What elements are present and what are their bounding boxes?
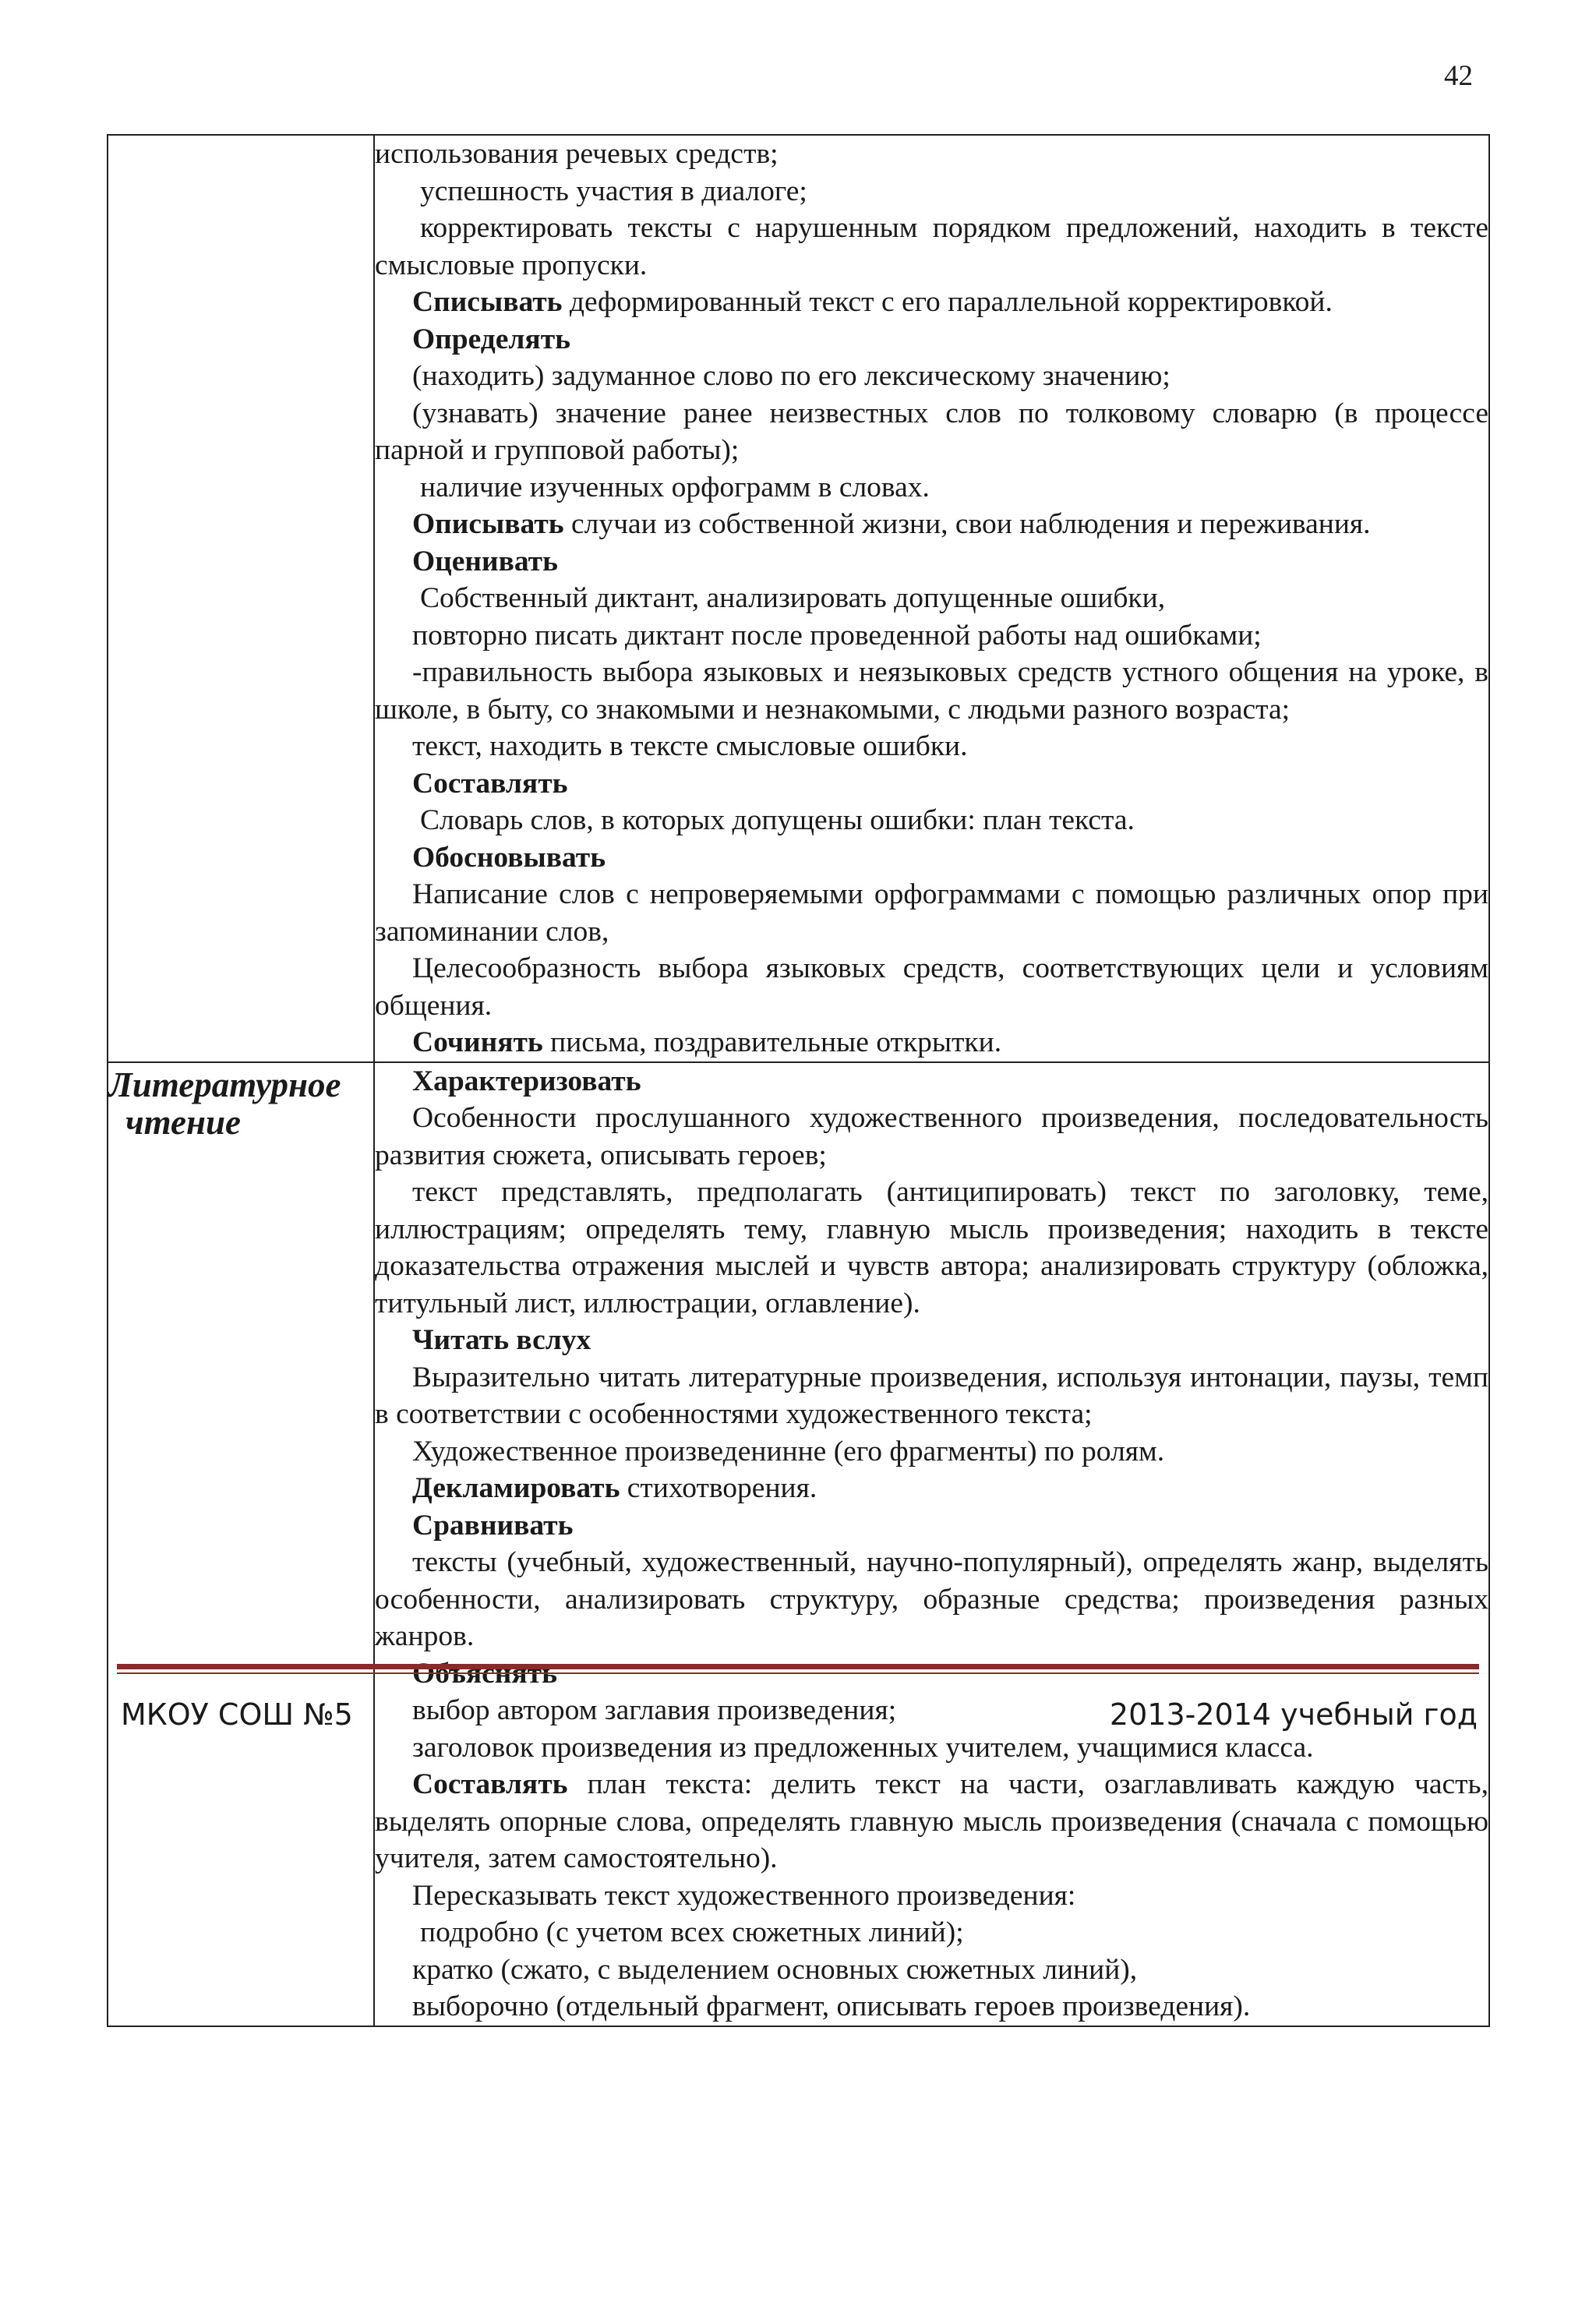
- subject-cell: [108, 1062, 374, 2026]
- page-number: 42: [1444, 60, 1473, 92]
- content-paragraph: [375, 284, 1488, 321]
- subject-cell: [108, 135, 374, 1062]
- paragraph-text: Собственный диктант, анализировать допущенные ошибки,: [420, 582, 1166, 614]
- paragraph-text: наличие изученных орфограмм в словах.: [420, 471, 930, 503]
- paragraph-text: Целесообразность выбора языковых средств, соответствующих цели и условиям общения.: [375, 952, 1488, 1022]
- paragraph-text: текст представлять, предполагать (антиципировать) текст по заголовку, теме, иллюстрациям; определять тему, главную мысль произведения; находить в тексте доказательства отражения мыслей и чувств автора; анализировать структуру (обложка, титульный лист, иллюстрации, оглавление).: [375, 1176, 1488, 1319]
- content-paragraph: [375, 395, 1488, 469]
- footer-year: 2013-2014 учебный год: [1109, 1697, 1478, 1732]
- content-paragraph: [375, 136, 1488, 173]
- paragraph-text: текст, находить в тексте смысловые ошибки.: [412, 730, 968, 762]
- paragraph-text: -правильность выбора языковых и неязыковых средств устного общения на уроке, в школе, в быту, со знакомыми и незнакомыми, с людьми разного возраста;: [375, 656, 1488, 726]
- action-verb: Списывать: [412, 286, 563, 318]
- action-verb: Сочинять: [412, 1026, 543, 1058]
- content-paragraph: [375, 358, 1488, 395]
- paragraph-text: использования речевых средств;: [375, 138, 779, 170]
- table-row: [108, 1062, 1489, 2026]
- content-paragraph: [375, 506, 1488, 543]
- action-verb: Характеризовать: [412, 1065, 641, 1097]
- paragraph-text: кратко (сжато, с выделением основных сюжетных линий),: [412, 1953, 1138, 1986]
- paragraph-text: Пересказывать текст художественного произведения:: [412, 1879, 1076, 1912]
- content-paragraph: [375, 950, 1488, 1024]
- content-paragraph: [375, 1877, 1488, 1915]
- paragraph-text: Словарь слов, в которых допущены ошибки: план текста.: [420, 804, 1135, 836]
- paragraph-text: Написание слов с непроверяемыми орфограммами с помощью различных опор при запоминании слов,: [375, 878, 1488, 948]
- content-paragraph: [375, 469, 1488, 507]
- content-paragraph: [375, 1914, 1488, 1951]
- subject-title-line2: чтение: [125, 1102, 241, 1142]
- curriculum-table: [107, 134, 1490, 2027]
- content-paragraph: [375, 654, 1488, 728]
- content-paragraph: [375, 1024, 1488, 1061]
- action-verb: Обосновывать: [412, 841, 606, 874]
- paragraph-text: выборочно (отдельный фрагмент, описывать героев произведения).: [412, 1990, 1251, 2022]
- paragraph-text: тексты (учебный, художественный, научно-популярный), определять жанр, выделять особенности, анализировать структуру, образные средства; произведения разных жанров.: [375, 1546, 1488, 1652]
- paragraph-text: план текста: делить текст на части, озаглавливать каждую часть, выделять опорные слова, определять главную мысль произведения (сначала с помощью учителя, затем самостоятельно).: [375, 1768, 1488, 1874]
- paragraph-text: выбор автором заглавия произведения;: [412, 1694, 897, 1726]
- content-paragraph: [375, 1951, 1488, 1989]
- content-paragraph: [375, 728, 1488, 765]
- content-paragraph: [375, 802, 1488, 839]
- paragraph-text: (находить) задуманное слово по его лексическому значению;: [412, 360, 1171, 392]
- content-paragraph: [375, 1507, 1488, 1545]
- paragraph-text: деформированный текст с его параллельной корректировкой.: [562, 286, 1333, 318]
- content-paragraph: [375, 1063, 1488, 1100]
- footer-school: МКОУ СОШ №5: [121, 1697, 353, 1732]
- paragraph-text: письма, поздравительные открытки.: [542, 1026, 1002, 1058]
- table-row: [108, 135, 1489, 1062]
- action-verb: Описывать: [412, 508, 564, 540]
- paragraph-text: Художественное произведенинне (его фрагменты) по ролям.: [412, 1435, 1165, 1468]
- action-verb: Составлять: [412, 1768, 568, 1800]
- content-paragraph: [375, 1174, 1488, 1322]
- paragraph-text: случаи из собственной жизни, свои наблюдения и переживания.: [563, 508, 1371, 540]
- footer-rule-thick: [117, 1664, 1479, 1669]
- action-verb: Читать вслух: [412, 1324, 591, 1356]
- content-paragraph: [375, 580, 1488, 617]
- content-paragraph: [375, 1322, 1488, 1359]
- content-cell: [374, 135, 1489, 1062]
- content-paragraph: [375, 1433, 1488, 1471]
- content-paragraph: [375, 617, 1488, 655]
- paragraph-text: корректировать тексты с нарушенным порядком предложений, находить в тексте смысловые пропуски.: [375, 212, 1488, 281]
- content-paragraph: [375, 1729, 1488, 1767]
- paragraph-text: подробно (с учетом всех сюжетных линий);: [420, 1916, 964, 1948]
- action-verb: Сравнивать: [412, 1509, 574, 1542]
- content-cell: [374, 1062, 1489, 2026]
- content-paragraph: [375, 321, 1488, 358]
- action-verb: Составлять: [412, 767, 568, 800]
- content-paragraph: [375, 839, 1488, 877]
- content-paragraph: [375, 543, 1488, 581]
- content-paragraph: [375, 1470, 1488, 1507]
- content-paragraph: [375, 1359, 1488, 1433]
- action-verb: Определять: [412, 323, 570, 355]
- action-verb: Оценивать: [412, 545, 558, 577]
- paragraph-text: Особенности прослушанного художественного произведения, последовательность развития сюжета, описывать героев;: [375, 1102, 1488, 1171]
- action-verb: Декламировать: [412, 1472, 620, 1504]
- paragraph-text: стихотворения.: [620, 1472, 817, 1504]
- paragraph-text: (узнавать) значение ранее неизвестных слов по толковому словарю (в процессе парной и групповой работы);: [375, 397, 1488, 466]
- content-paragraph: [375, 1988, 1488, 2026]
- content-paragraph: [375, 876, 1488, 950]
- content-paragraph: [375, 1544, 1488, 1655]
- content-paragraph: [375, 1766, 1488, 1877]
- paragraph-text: заголовок произведения из предложенных учителем, учащимися класса.: [412, 1731, 1314, 1764]
- paragraph-text: успешность участия в диалоге;: [420, 175, 807, 207]
- footer-rule-thin: [117, 1672, 1479, 1674]
- subject-title-line1: Литературное: [108, 1065, 341, 1104]
- content-paragraph: [375, 765, 1488, 803]
- content-paragraph: [375, 210, 1488, 284]
- content-paragraph: [375, 173, 1488, 210]
- content-paragraph: [375, 1100, 1488, 1174]
- paragraph-text: повторно писать диктант после проведенной работы над ошибками;: [412, 619, 1262, 652]
- paragraph-text: Выразительно читать литературные произведения, используя интонации, паузы, темп в соответствии с особенностями художественного текста;: [375, 1361, 1488, 1430]
- subject-title: [108, 1063, 373, 1141]
